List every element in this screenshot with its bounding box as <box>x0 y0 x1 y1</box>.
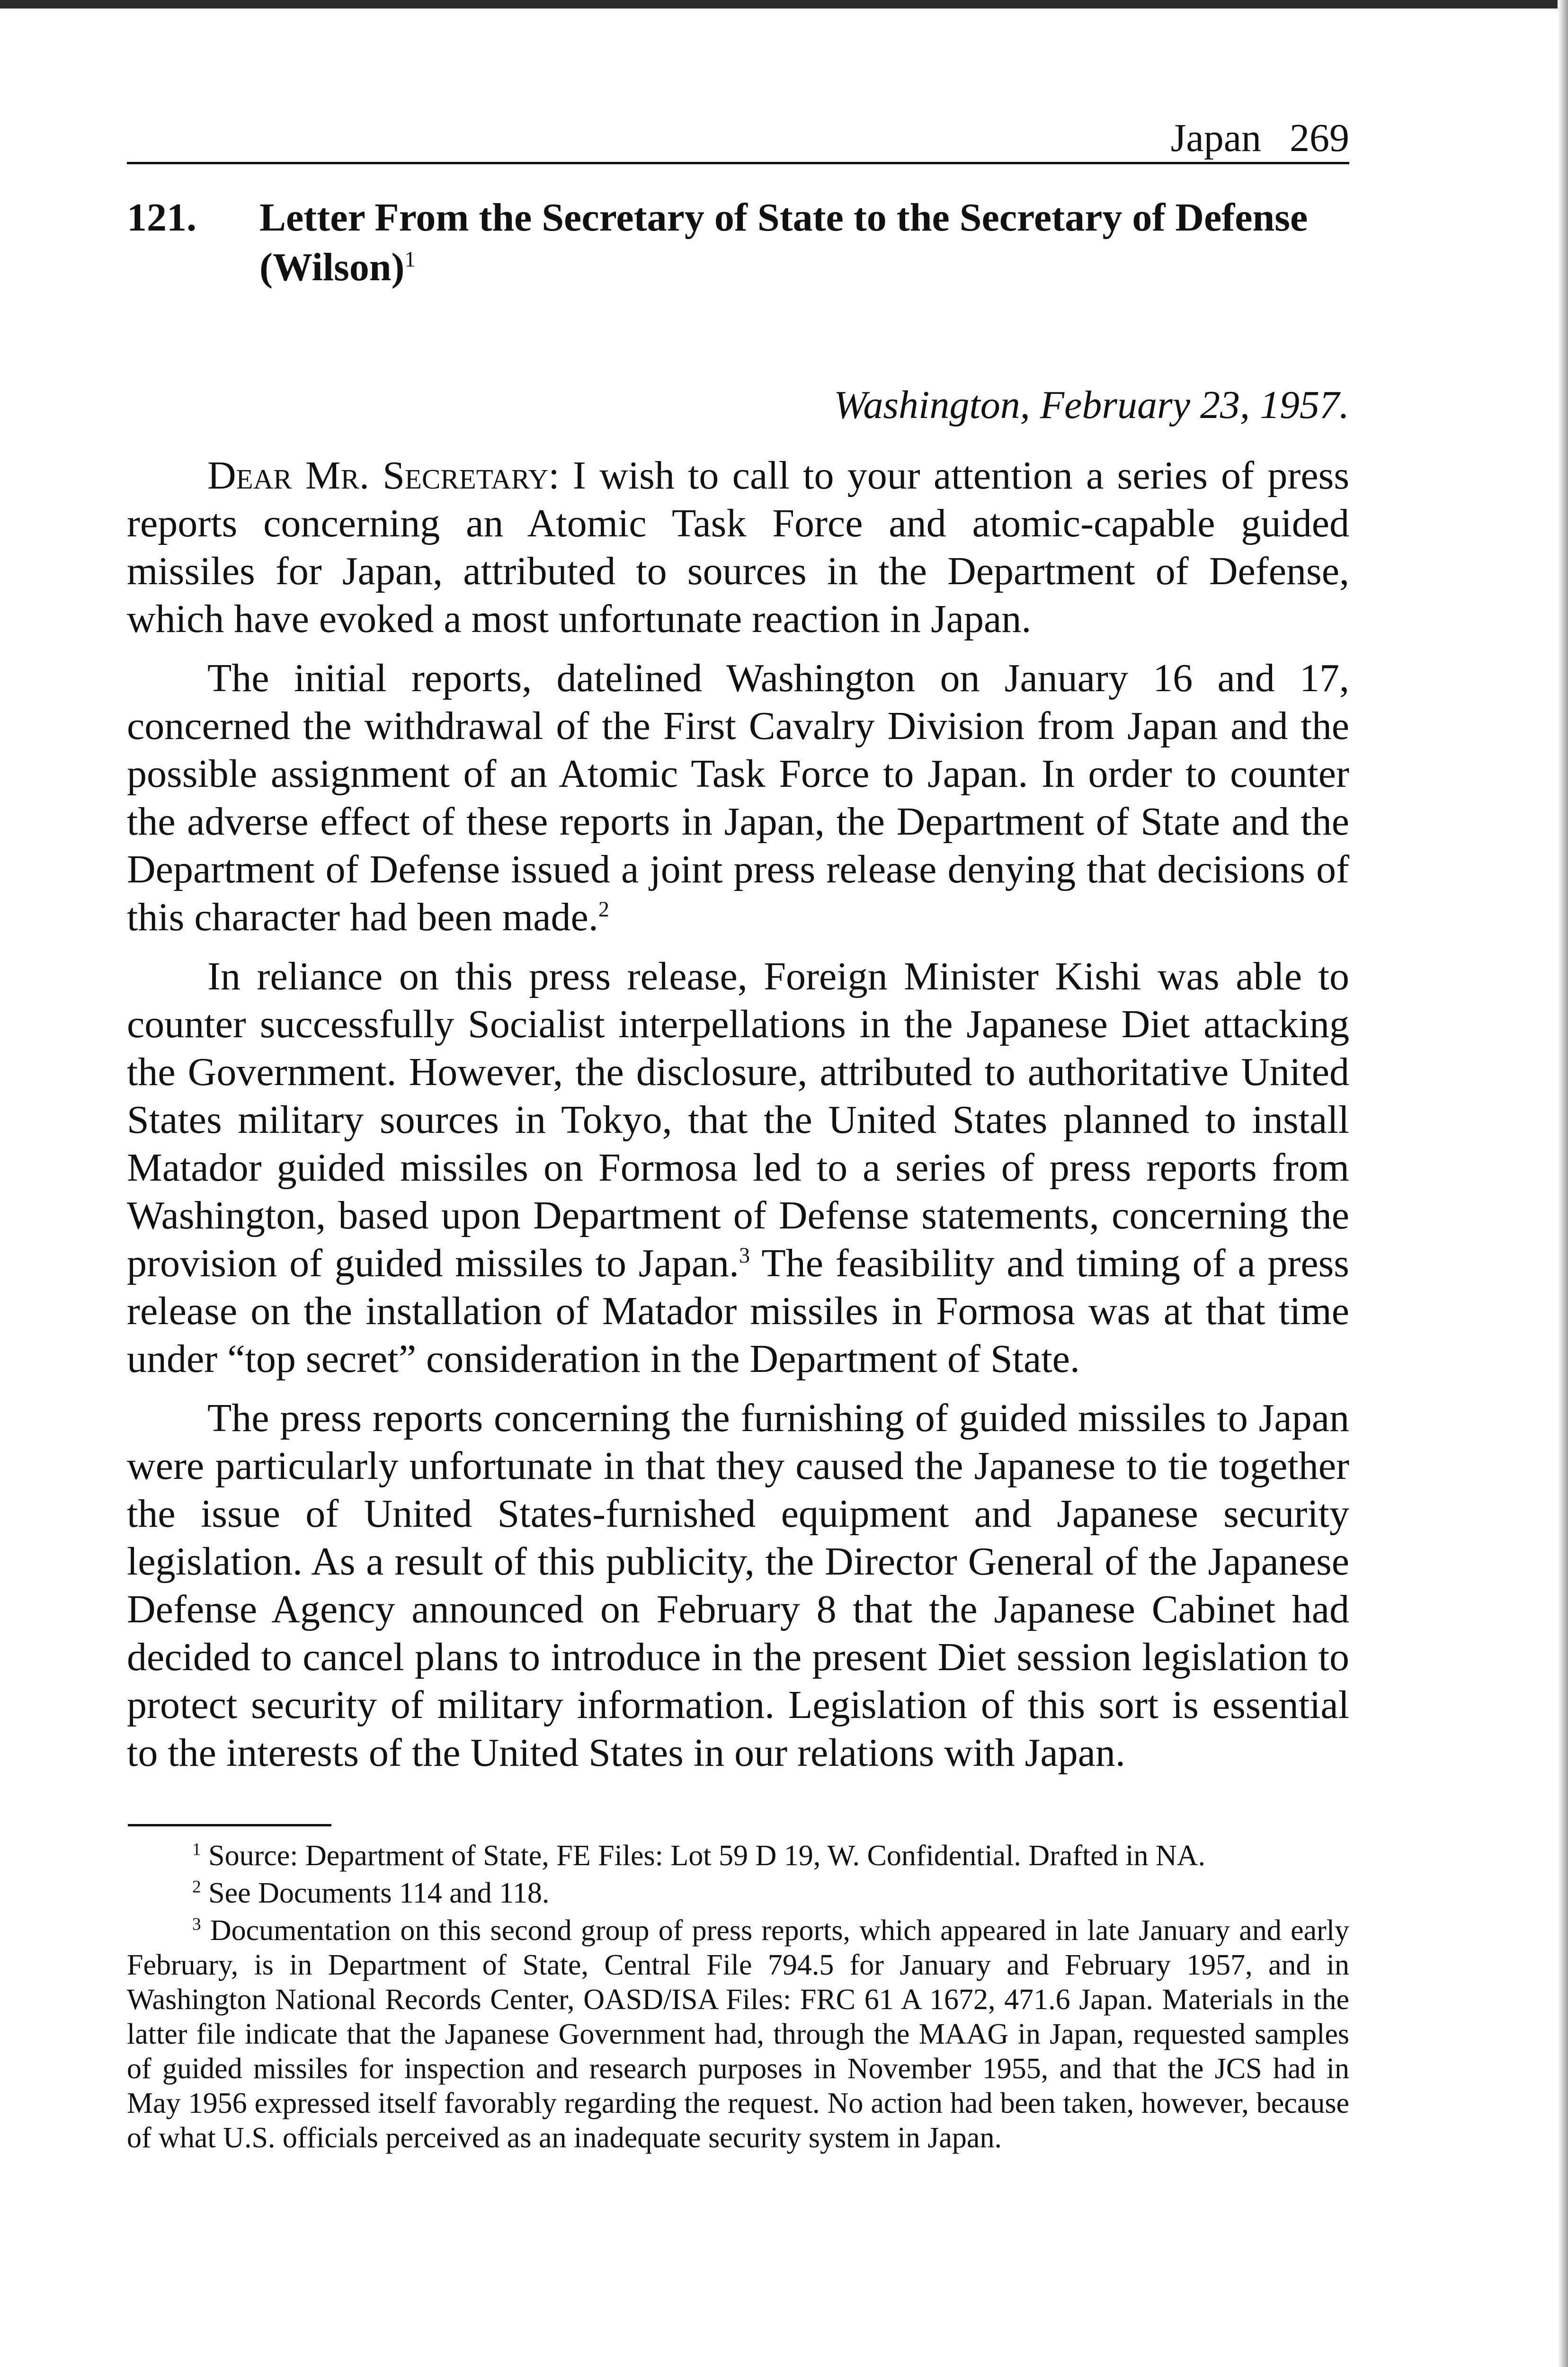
paragraph-4 <box>127 1394 1349 1777</box>
footnote-2-text: See Documents 114 and 118. <box>208 1877 550 1909</box>
footnotes <box>127 1839 1349 2155</box>
footnote-divider <box>128 1824 331 1826</box>
salutation: Dear Mr. Secretary: <box>207 454 560 498</box>
footnote-2 <box>127 1876 1349 1911</box>
paragraph-3 <box>127 952 1349 1383</box>
paragraph-2-text: The initial reports, datelined Washington on January 16 and 17, concerned the withdrawal of the First Cavalry Division from Japan and the possible assignment of an Atomic Task Force to Japan. In order to counter the adverse effect of these reports in Japan, the Department of State and the Department of Defense issued a joint press release denying that decisions of this character had been made. <box>127 656 1349 939</box>
footnote-1-mark: 1 <box>192 1840 201 1860</box>
footnote-1 <box>127 1839 1349 1873</box>
document-title-text: Letter From the Secretary of State to the Secretary of Defense (Wilson) <box>259 196 1308 289</box>
dateline: Washington, February 23, 1957. <box>834 383 1349 427</box>
footnote-1-text: Source: Department of State, FE Files: Lot 59 D 19, W. Confidential. Drafted in NA. <box>208 1840 1206 1872</box>
paragraph-3-text-b: The feasibility and timing of a press release on the installation of Matador missiles in Formosa was at that time under “top secret” consideration in the Department of State. <box>127 1241 1349 1381</box>
document-title-block <box>127 193 1349 292</box>
paragraph-3-text-a: In reliance on this press release, Foreign Minister Kishi was able to counter successfully Socialist interpellations in the Japanese Diet attacking the Government. However, the disclosure, attributed to authoritative United States military sources in Tokyo, that the United States planned to install Matador guided missiles on Formosa led to a series of press reports from Washington, based upon Department of Defense statements, concerning the provision of guided missiles to Japan. <box>127 954 1349 1285</box>
paragraph-2 <box>127 654 1349 941</box>
running-head <box>127 118 1349 164</box>
footnote-3-text: Documentation on this second group of press reports, which appeared in late January and early February, is in Department of State, Central File 794.5 for January and February 1957, and in Washington National Records Center, OASD/ISA Files: FRC 61 A 1672, 471.6 Japan. Materials in the latter file indicate that the Japanese Government had, through the MAAG in Japan, requested samples of guided missiles for inspection and research purposes in November 1955, and that the JCS had in May 1956 expressed itself favorably regarding the request. No action had been taken, however, because of what U.S. officials perceived as an inadequate security system in Japan. <box>127 1914 1349 2154</box>
footnote-3-mark: 3 <box>192 1914 201 1934</box>
document-title <box>259 193 1349 292</box>
running-head-section: Japan <box>1170 116 1261 160</box>
document-number: 121. <box>127 196 196 240</box>
scan-top-edge <box>0 0 1568 9</box>
footnote-ref-3: 3 <box>739 1243 750 1267</box>
document-page <box>127 118 1349 2158</box>
paragraph-1 <box>127 452 1349 643</box>
page-number: 269 <box>1290 116 1349 160</box>
paragraph-1-text: I wish to call to your attention a series of press reports concerning an Atomic Task Force and atomic-capable guided missiles for Japan, attributed to sources in the Department of Defense, which have evoked a most unfortunate reaction in Japan. <box>127 454 1350 641</box>
paragraph-4-text: The press reports concerning the furnishing of guided missiles to Japan were particularly unfortunate in that they caused the Japanese to tie together the issue of United States-furnished equipment and Japanese security legislation. As a result of this publicity, the Director General of the Japanese Defense Agency announced on February 8 that the Japanese Cabinet had decided to cancel plans to introduce in the present Diet session legislation to protect security of military information. Legislation of this sort is essential to the interests of the United States in our relations with Japan. <box>127 1396 1349 1775</box>
footnote-2-mark: 2 <box>192 1877 201 1897</box>
footnote-3 <box>127 1913 1349 2155</box>
letter-body <box>127 452 1349 1777</box>
scan-right-edge <box>1558 0 1568 2367</box>
footnote-ref-1: 1 <box>404 247 416 271</box>
footnote-ref-2: 2 <box>598 897 609 921</box>
